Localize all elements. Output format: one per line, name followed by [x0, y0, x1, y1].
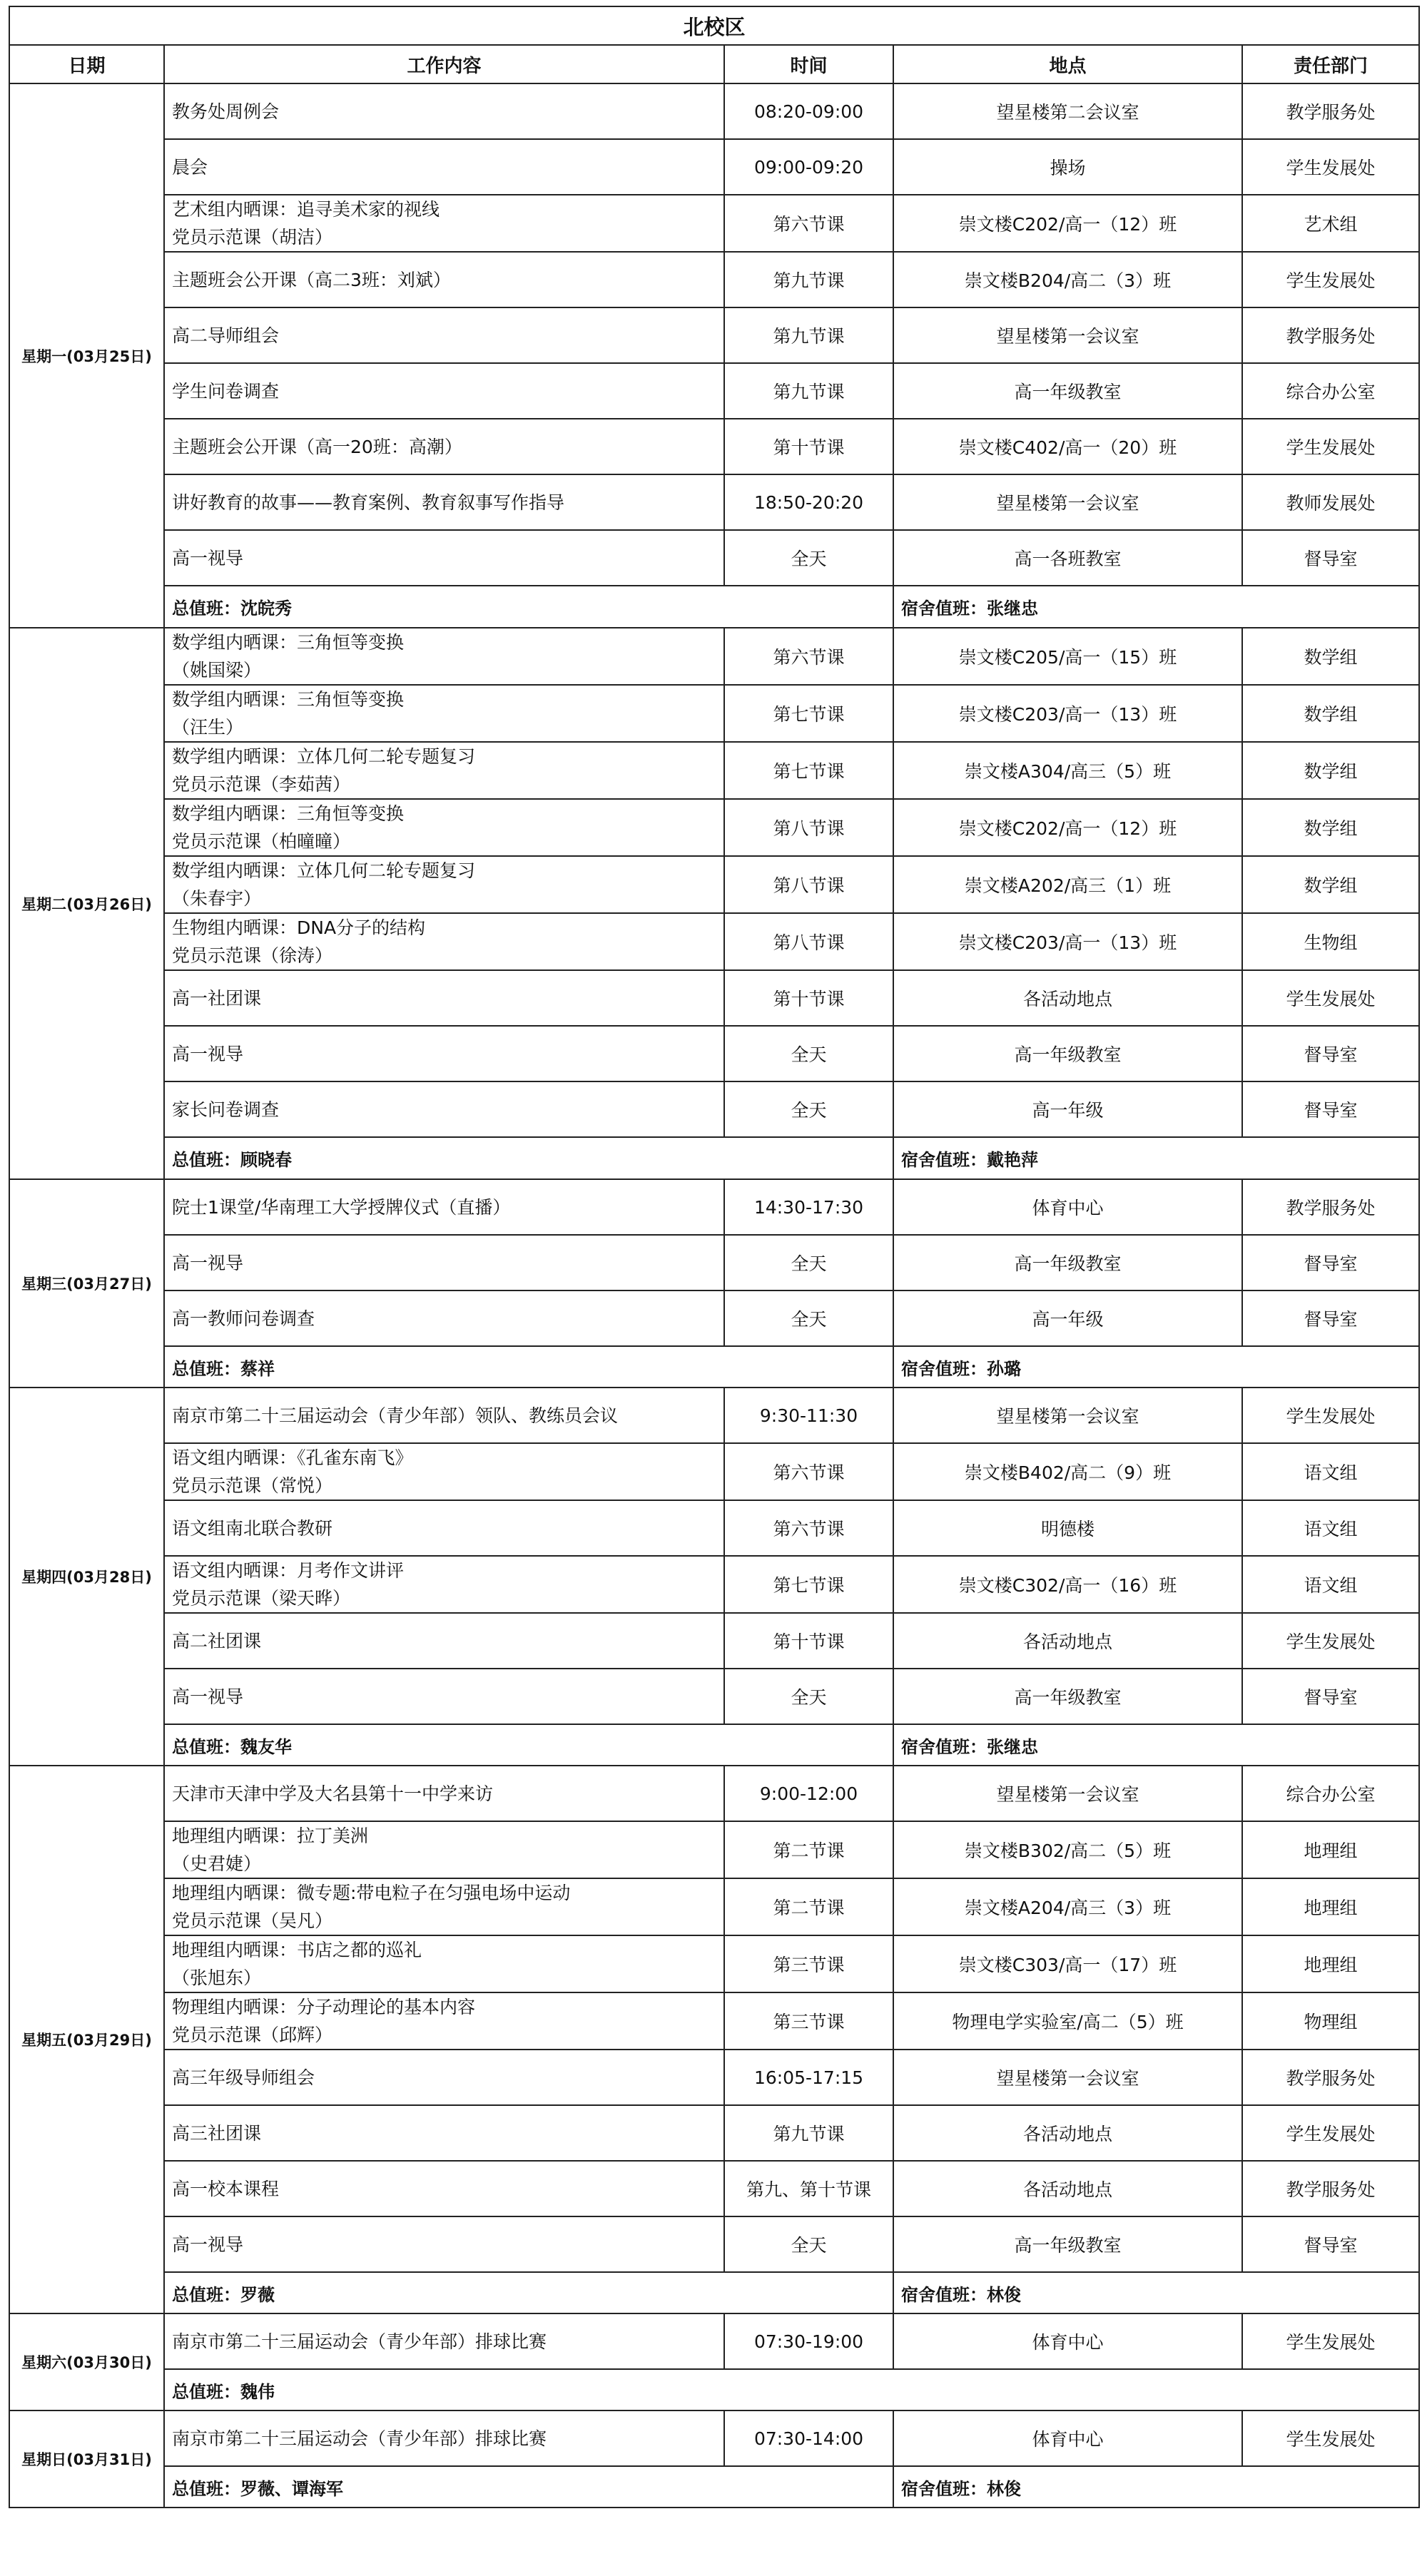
time-cell: 16:05-17:15 [724, 2050, 893, 2105]
time-cell: 08:20-09:00 [724, 83, 893, 139]
work-content-line: 语文组内晒课：《孔雀东南飞》 [172, 1447, 413, 1468]
work-content-line: （张旭东） [172, 1967, 262, 1988]
table-row [9, 970, 1419, 1026]
general-duty: 总值班：魏伟 [164, 2369, 1419, 2410]
work-content [164, 1443, 724, 1500]
work-content-line: 党员示范课（常悦） [172, 1475, 333, 1496]
place-cell: 各活动地点 [893, 2105, 1242, 2161]
work-content-line: 数学组内晒课：三角恒等变换 [172, 689, 405, 710]
table-row [9, 1935, 1419, 1992]
place-cell: 望星楼第一会议室 [893, 307, 1242, 363]
dept-cell: 督导室 [1242, 530, 1419, 586]
time-cell: 全天 [724, 1235, 893, 1290]
time-cell: 第六节课 [724, 1443, 893, 1500]
time-cell: 第六节课 [724, 628, 893, 685]
place-cell: 物理电学实验室/高二（5）班 [893, 1992, 1242, 2050]
table-row [9, 1500, 1419, 1556]
work-content-line: 党员示范课（李茹茜） [172, 774, 351, 795]
work-content-line: 语文组内晒课：月考作文讲评 [172, 1560, 405, 1581]
dept-cell: 学生发展处 [1242, 419, 1419, 474]
work-content-line: 南京市第二十三届运动会（青少年部）领队、教练员会议 [172, 1405, 619, 1426]
header-content: 工作内容 [164, 45, 724, 83]
work-content [164, 1613, 724, 1669]
table-row [9, 742, 1419, 799]
table-row [9, 2313, 1419, 2369]
work-content [164, 1388, 724, 1443]
work-content-line: （汪生） [172, 717, 244, 738]
place-cell: 各活动地点 [893, 2161, 1242, 2216]
work-content-line: 南京市第二十三届运动会（青少年部）排球比赛 [172, 2331, 547, 2352]
work-content [164, 1081, 724, 1137]
time-cell: 07:30-14:00 [724, 2410, 893, 2466]
place-cell: 崇文楼B402/高二（9）班 [893, 1443, 1242, 1500]
place-cell: 高一年级教室 [893, 363, 1242, 419]
work-content-line: 高一视导 [172, 2234, 244, 2255]
place-cell: 崇文楼C202/高一（12）班 [893, 195, 1242, 252]
work-content-line: 南京市第二十三届运动会（青少年部）排球比赛 [172, 2428, 547, 2449]
work-content-line: 高一校本课程 [172, 2178, 280, 2199]
work-content [164, 83, 724, 139]
work-content-line: 地理组内晒课：微专题:带电粒子在匀强电场中运动 [172, 1883, 571, 1903]
work-content [164, 1290, 724, 1346]
table-row [9, 799, 1419, 856]
dorm-duty: 宿舍值班：张继忠 [893, 1724, 1419, 1766]
work-content-line: 数学组内晒课：立体几何二轮专题复习 [172, 860, 476, 881]
dorm-duty: 宿舍值班：戴艳萍 [893, 1137, 1419, 1179]
general-duty: 总值班：罗薇 [164, 2272, 893, 2313]
header-time: 时间 [724, 45, 893, 83]
dept-cell: 学生发展处 [1242, 1613, 1419, 1669]
work-content [164, 799, 724, 856]
place-cell: 体育中心 [893, 2313, 1242, 2369]
work-content-line: 主题班会公开课（高一20班：高潮） [172, 436, 462, 457]
time-cell: 第三节课 [724, 1992, 893, 2050]
table-row [9, 1766, 1419, 1821]
work-content [164, 2410, 724, 2466]
work-content-line: 物理组内晒课：分子动理论的基本内容 [172, 1997, 476, 2017]
table-row [9, 419, 1419, 474]
place-cell: 崇文楼C303/高一（17）班 [893, 1935, 1242, 1992]
place-cell: 望星楼第一会议室 [893, 2050, 1242, 2105]
general-duty: 总值班：沈皖秀 [164, 586, 893, 628]
work-content-line: 高三社团课 [172, 2122, 262, 2144]
place-cell: 望星楼第一会议室 [893, 1766, 1242, 1821]
table-row [9, 2050, 1419, 2105]
work-content-line: 高二社团课 [172, 1630, 262, 1651]
time-cell: 第六节课 [724, 195, 893, 252]
work-content-line: （朱春宇） [172, 888, 262, 909]
day-label: 星期六(03月30日) [9, 2313, 164, 2410]
work-content-line: 语文组南北联合教研 [172, 1517, 333, 1539]
time-cell: 9:00-12:00 [724, 1766, 893, 1821]
table-row [9, 83, 1419, 139]
dept-cell: 教师发展处 [1242, 474, 1419, 530]
work-content-line: 讲好教育的故事——教育案例、教育叙事写作指导 [172, 492, 565, 513]
dept-cell: 综合办公室 [1242, 363, 1419, 419]
place-cell: 操场 [893, 139, 1242, 195]
work-content [164, 1935, 724, 1992]
table-row [9, 1669, 1419, 1724]
work-content-line: 高一视导 [172, 1686, 244, 1707]
time-cell: 第十节课 [724, 970, 893, 1026]
work-content-line: （史君婕） [172, 1853, 262, 1874]
work-content [164, 139, 724, 195]
work-content-line: 高一视导 [172, 1252, 244, 1273]
work-content-line: 高一视导 [172, 1043, 244, 1064]
dept-cell: 语文组 [1242, 1500, 1419, 1556]
header-row [9, 45, 1419, 83]
work-content-line: 党员示范课（梁天晔） [172, 1588, 351, 1609]
time-cell: 第九、第十节课 [724, 2161, 893, 2216]
dept-cell: 学生发展处 [1242, 2105, 1419, 2161]
table-row [9, 1026, 1419, 1081]
dept-cell: 教学服务处 [1242, 1179, 1419, 1235]
header-place: 地点 [893, 45, 1242, 83]
table-row [9, 628, 1419, 685]
work-content [164, 742, 724, 799]
dept-cell: 学生发展处 [1242, 2313, 1419, 2369]
work-content [164, 1766, 724, 1821]
place-cell: 崇文楼C302/高一（16）班 [893, 1556, 1242, 1613]
general-duty: 总值班：魏友华 [164, 1724, 893, 1766]
time-cell: 第十节课 [724, 419, 893, 474]
place-cell: 各活动地点 [893, 970, 1242, 1026]
dept-cell: 督导室 [1242, 2216, 1419, 2272]
work-content-line: 数学组内晒课：三角恒等变换 [172, 632, 405, 653]
place-cell: 崇文楼A204/高三（3）班 [893, 1878, 1242, 1935]
table-row [9, 913, 1419, 970]
work-content-line: （姚国梁） [172, 660, 262, 681]
place-cell: 崇文楼C203/高一（13）班 [893, 685, 1242, 742]
place-cell: 明德楼 [893, 1500, 1242, 1556]
work-content [164, 2216, 724, 2272]
dept-cell: 物理组 [1242, 1992, 1419, 2050]
time-cell: 第八节课 [724, 913, 893, 970]
time-cell: 9:30-11:30 [724, 1388, 893, 1443]
schedule-table [9, 6, 1420, 2508]
dept-cell: 教学服务处 [1242, 307, 1419, 363]
time-cell: 第十节课 [724, 1613, 893, 1669]
duty-row [9, 2466, 1419, 2508]
table-row [9, 2161, 1419, 2216]
time-cell: 第九节课 [724, 363, 893, 419]
work-content [164, 1026, 724, 1081]
time-cell: 第九节课 [724, 307, 893, 363]
place-cell: 高一年级教室 [893, 1026, 1242, 1081]
dept-cell: 生物组 [1242, 913, 1419, 970]
work-content-line: 晨会 [172, 156, 208, 178]
time-cell: 全天 [724, 1290, 893, 1346]
work-content [164, 2161, 724, 2216]
work-content-line: 数学组内晒课：三角恒等变换 [172, 803, 405, 824]
work-content-line: 天津市天津中学及大名县第十一中学来访 [172, 1783, 494, 1804]
work-content [164, 363, 724, 419]
title-row [9, 6, 1419, 45]
dept-cell: 数学组 [1242, 799, 1419, 856]
day-label: 星期日(03月31日) [9, 2410, 164, 2508]
work-content-line: 党员示范课（吴凡） [172, 1910, 333, 1931]
work-content [164, 195, 724, 252]
work-content [164, 856, 724, 913]
work-content [164, 1878, 724, 1935]
table-row [9, 530, 1419, 586]
dorm-duty: 宿舍值班：林俊 [893, 2272, 1419, 2313]
dept-cell: 地理组 [1242, 1935, 1419, 1992]
dept-cell: 督导室 [1242, 1669, 1419, 1724]
dept-cell: 地理组 [1242, 1878, 1419, 1935]
dept-cell: 督导室 [1242, 1081, 1419, 1137]
work-content-line: 主题班会公开课（高二3班：刘斌） [172, 269, 451, 290]
dept-cell: 数学组 [1242, 685, 1419, 742]
place-cell: 崇文楼B204/高二（3）班 [893, 252, 1242, 307]
duty-row [9, 1724, 1419, 1766]
table-row [9, 1821, 1419, 1878]
work-content [164, 970, 724, 1026]
dept-cell: 地理组 [1242, 1821, 1419, 1878]
general-duty: 总值班：顾晓春 [164, 1137, 893, 1179]
work-content [164, 252, 724, 307]
time-cell: 第二节课 [724, 1821, 893, 1878]
work-content [164, 1821, 724, 1878]
dept-cell: 学生发展处 [1242, 1388, 1419, 1443]
work-content-line: 艺术组内晒课：追寻美术家的视线 [172, 199, 440, 220]
table-row [9, 1556, 1419, 1613]
work-content-line: 高一视导 [172, 547, 244, 569]
work-content-line: 生物组内晒课：DNA分子的结构 [172, 917, 426, 938]
duty-row [9, 586, 1419, 628]
time-cell: 第七节课 [724, 685, 893, 742]
day-label: 星期四(03月28日) [9, 1388, 164, 1766]
dept-cell: 数学组 [1242, 856, 1419, 913]
time-cell: 第六节课 [724, 1500, 893, 1556]
time-cell: 第八节课 [724, 856, 893, 913]
duty-row [9, 2272, 1419, 2313]
place-cell: 体育中心 [893, 1179, 1242, 1235]
place-cell: 望星楼第一会议室 [893, 474, 1242, 530]
work-content-line: 党员示范课（胡洁） [172, 227, 333, 248]
header-dept: 责任部门 [1242, 45, 1419, 83]
table-row [9, 1235, 1419, 1290]
work-content [164, 1556, 724, 1613]
time-cell: 第七节课 [724, 742, 893, 799]
table-row [9, 1992, 1419, 2050]
day-label: 星期二(03月26日) [9, 628, 164, 1179]
dorm-duty: 宿舍值班：张继忠 [893, 586, 1419, 628]
place-cell: 崇文楼C205/高一（15）班 [893, 628, 1242, 685]
place-cell: 望星楼第一会议室 [893, 1388, 1242, 1443]
dorm-duty: 宿舍值班：孙璐 [893, 1346, 1419, 1388]
work-content [164, 307, 724, 363]
schedule-body [9, 83, 1419, 2508]
table-row [9, 1878, 1419, 1935]
work-content-line: 党员示范课（徐涛） [172, 945, 333, 966]
work-content [164, 1235, 724, 1290]
table-row [9, 139, 1419, 195]
dept-cell: 语文组 [1242, 1556, 1419, 1613]
place-cell: 高一年级教室 [893, 2216, 1242, 2272]
table-row [9, 363, 1419, 419]
time-cell: 第九节课 [724, 2105, 893, 2161]
work-content-line: 高一教师问卷调查 [172, 1308, 315, 1329]
table-row [9, 307, 1419, 363]
duty-row [9, 1137, 1419, 1179]
work-content [164, 1669, 724, 1724]
time-cell: 全天 [724, 1026, 893, 1081]
time-cell: 07:30-19:00 [724, 2313, 893, 2369]
work-content [164, 474, 724, 530]
table-row [9, 1179, 1419, 1235]
dept-cell: 教学服务处 [1242, 2161, 1419, 2216]
time-cell: 全天 [724, 1081, 893, 1137]
work-content [164, 2313, 724, 2369]
duty-row [9, 1346, 1419, 1388]
general-duty: 总值班：蔡祥 [164, 1346, 893, 1388]
work-content [164, 2050, 724, 2105]
work-content [164, 685, 724, 742]
place-cell: 崇文楼C202/高一（12）班 [893, 799, 1242, 856]
work-content [164, 1992, 724, 2050]
table-row [9, 1388, 1419, 1443]
day-label: 星期五(03月29日) [9, 1766, 164, 2313]
time-cell: 第三节课 [724, 1935, 893, 1992]
time-cell: 09:00-09:20 [724, 139, 893, 195]
place-cell: 崇文楼A304/高三（5）班 [893, 742, 1242, 799]
time-cell: 第二节课 [724, 1878, 893, 1935]
work-content [164, 2105, 724, 2161]
time-cell: 全天 [724, 530, 893, 586]
campus-title: 北校区 [9, 6, 1419, 45]
place-cell: 崇文楼C402/高一（20）班 [893, 419, 1242, 474]
dept-cell: 综合办公室 [1242, 1766, 1419, 1821]
work-content [164, 1179, 724, 1235]
table-row [9, 2216, 1419, 2272]
place-cell: 崇文楼A202/高三（1）班 [893, 856, 1242, 913]
place-cell: 体育中心 [893, 2410, 1242, 2466]
table-row [9, 2410, 1419, 2466]
time-cell: 第八节课 [724, 799, 893, 856]
work-content [164, 1500, 724, 1556]
dept-cell: 艺术组 [1242, 195, 1419, 252]
place-cell: 高一各班教室 [893, 530, 1242, 586]
time-cell: 18:50-20:20 [724, 474, 893, 530]
work-content-line: 高二导师组会 [172, 325, 280, 346]
work-content-line: 教务处周例会 [172, 101, 280, 122]
dept-cell: 督导室 [1242, 1290, 1419, 1346]
work-content [164, 628, 724, 685]
work-content-line: 学生问卷调查 [172, 380, 280, 402]
work-content-line: 党员示范课（邱辉） [172, 2025, 333, 2045]
table-row [9, 474, 1419, 530]
dept-cell: 语文组 [1242, 1443, 1419, 1500]
table-row [9, 2105, 1419, 2161]
place-cell: 崇文楼C203/高一（13）班 [893, 913, 1242, 970]
work-content [164, 419, 724, 474]
general-duty: 总值班：罗薇、谭海军 [164, 2466, 893, 2508]
work-content-line: 高三年级导师组会 [172, 2067, 315, 2088]
work-content-line: 数学组内晒课：立体几何二轮专题复习 [172, 746, 476, 767]
dept-cell: 督导室 [1242, 1026, 1419, 1081]
dorm-duty: 宿舍值班：林俊 [893, 2466, 1419, 2508]
place-cell: 高一年级教室 [893, 1669, 1242, 1724]
dept-cell: 学生发展处 [1242, 139, 1419, 195]
table-row [9, 252, 1419, 307]
work-content-line: 地理组内晒课：书店之都的巡礼 [172, 1940, 422, 1960]
place-cell: 崇文楼B302/高二（5）班 [893, 1821, 1242, 1878]
place-cell: 望星楼第二会议室 [893, 83, 1242, 139]
work-content-line: 地理组内晒课：拉丁美洲 [172, 1826, 369, 1846]
place-cell: 高一年级教室 [893, 1235, 1242, 1290]
table-row [9, 685, 1419, 742]
work-content-line: 高一社团课 [172, 987, 262, 1009]
day-label: 星期一(03月25日) [9, 83, 164, 628]
table-row [9, 856, 1419, 913]
place-cell: 各活动地点 [893, 1613, 1242, 1669]
table-row [9, 1443, 1419, 1500]
table-row [9, 1290, 1419, 1346]
time-cell: 全天 [724, 1669, 893, 1724]
place-cell: 高一年级 [893, 1290, 1242, 1346]
day-label: 星期三(03月27日) [9, 1179, 164, 1388]
dept-cell: 督导室 [1242, 1235, 1419, 1290]
table-row [9, 1613, 1419, 1669]
time-cell: 14:30-17:30 [724, 1179, 893, 1235]
work-content-line: 家长问卷调查 [172, 1099, 280, 1120]
dept-cell: 学生发展处 [1242, 252, 1419, 307]
dept-cell: 学生发展处 [1242, 2410, 1419, 2466]
table-row [9, 195, 1419, 252]
work-content-line: 党员示范课（柏曈曈） [172, 831, 351, 852]
time-cell: 第九节课 [724, 252, 893, 307]
dept-cell: 教学服务处 [1242, 83, 1419, 139]
dept-cell: 数学组 [1242, 742, 1419, 799]
dept-cell: 教学服务处 [1242, 2050, 1419, 2105]
dept-cell: 学生发展处 [1242, 970, 1419, 1026]
work-content-line: 院士1课堂/华南理工大学授牌仪式（直播） [172, 1196, 511, 1218]
work-content [164, 913, 724, 970]
header-date: 日期 [9, 45, 164, 83]
time-cell: 第七节课 [724, 1556, 893, 1613]
time-cell: 全天 [724, 2216, 893, 2272]
dept-cell: 数学组 [1242, 628, 1419, 685]
duty-row [9, 2369, 1419, 2410]
place-cell: 高一年级 [893, 1081, 1242, 1137]
work-content [164, 530, 724, 586]
table-row [9, 1081, 1419, 1137]
